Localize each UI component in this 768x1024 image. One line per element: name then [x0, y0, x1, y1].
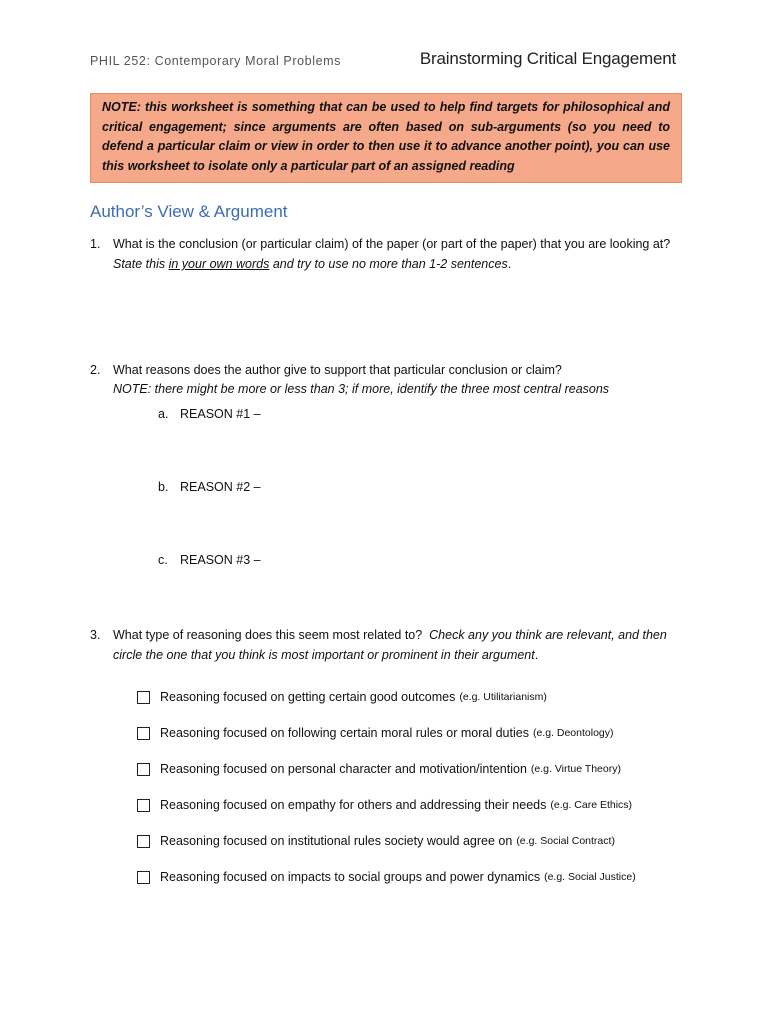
question-end-punct: . [534, 648, 539, 662]
option-label: Reasoning focused on empathy for others and addressing their needs [160, 798, 547, 812]
worksheet-title: Brainstorming Critical Engagement [419, 49, 676, 68]
reason-letter: c. [158, 553, 168, 567]
reason-label: REASON #2 – [180, 480, 261, 494]
question-end-punct: . [507, 257, 512, 271]
checkbox[interactable] [137, 691, 150, 704]
option-example: (e.g. Care Ethics) [550, 799, 633, 811]
section-heading: Author’s View & Argument [90, 202, 288, 221]
question-note: NOTE: there might be more or less than 3; if more, identify the three most central reasons [113, 382, 610, 396]
checkbox[interactable] [137, 763, 150, 776]
checkbox[interactable] [137, 871, 150, 884]
question-text: What type of reasoning does this seem most related to? [113, 628, 423, 642]
reason-2 [158, 480, 261, 494]
reason-letter: b. [158, 480, 169, 494]
question-instruction: Check any you think are relevant, and then circle the one that you think is most important or prominent in their argument [113, 628, 667, 662]
reason-label: REASON #3 – [180, 553, 261, 567]
question-text: What is the conclusion (or particular claim) of the paper (or part of the paper) that you are looking at? [113, 237, 671, 251]
reasoning-option-social-justice [137, 869, 636, 885]
checkbox[interactable] [137, 727, 150, 740]
note-box: NOTE: this worksheet is something that can be used to help find targets for philosophical and critical engagement; since arguments are often based on sub-arguments (so you need to defend a particular claim or view in order to then use it to advance another point), you can use this worksheet to isolate only a particular part of an assigned reading [90, 93, 682, 183]
option-label: Reasoning focused on institutional rules society would agree on [160, 834, 513, 848]
reasoning-option-virtue-theory [137, 761, 621, 777]
option-example: (e.g. Social Contract) [516, 835, 615, 847]
option-label: Reasoning focused on following certain moral rules or moral duties [160, 726, 529, 740]
option-label: Reasoning focused on personal character and motivation/intention [160, 762, 527, 776]
option-example: (e.g. Social Justice) [544, 871, 636, 883]
question-instruction: State this [113, 257, 166, 271]
question-number: 3. [90, 628, 101, 642]
option-example: (e.g. Virtue Theory) [530, 763, 621, 775]
course-title: PHIL 252: Contemporary Moral Problems [90, 54, 341, 68]
reasoning-option-social-contract [137, 833, 615, 849]
reason-1 [158, 407, 261, 421]
question-3 [90, 625, 690, 665]
checkbox[interactable] [137, 835, 150, 848]
reasoning-option-utilitarianism [137, 689, 547, 705]
reasoning-option-care-ethics [137, 797, 632, 813]
question-1 [90, 234, 690, 274]
question-instruction-rest: and try to use no more than 1-2 sentences [272, 257, 508, 271]
question-text: What reasons does the author give to support that particular conclusion or claim? [113, 363, 562, 377]
reason-3 [158, 553, 261, 567]
option-label: Reasoning focused on impacts to social groups and power dynamics [160, 870, 541, 884]
question-number: 2. [90, 363, 101, 377]
reasoning-option-deontology [137, 725, 614, 741]
question-number: 1. [90, 237, 101, 251]
checkbox[interactable] [137, 799, 150, 812]
question-2 [90, 360, 690, 398]
option-label: Reasoning focused on getting certain good outcomes [160, 690, 456, 704]
option-example: (e.g. Utilitarianism) [459, 691, 547, 703]
reason-label: REASON #1 – [180, 407, 261, 421]
question-instruction-underlined: in your own words [168, 257, 270, 271]
option-example: (e.g. Deontology) [532, 727, 614, 739]
reason-letter: a. [158, 407, 169, 421]
